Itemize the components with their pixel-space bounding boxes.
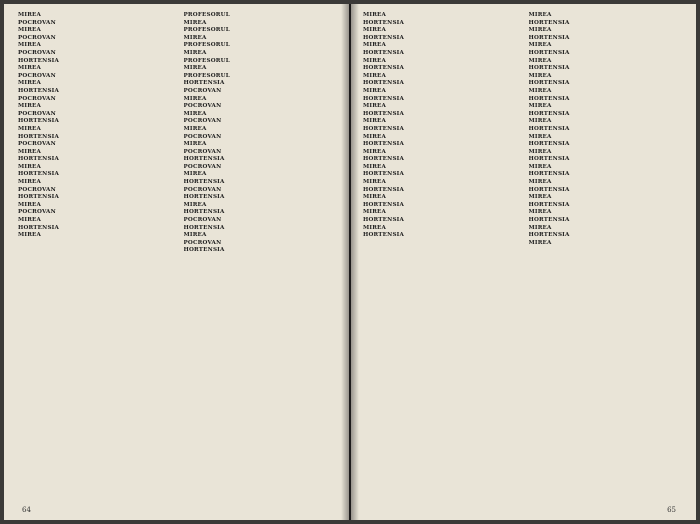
dialogue-line <box>363 194 519 202</box>
speaker-name: MIREA <box>18 217 42 224</box>
speaker-name: POCROVAN <box>183 87 222 94</box>
speaker-name: MIREA <box>363 72 387 79</box>
dialogue-line <box>18 202 174 210</box>
dialogue-line <box>184 149 340 157</box>
dialogue-line <box>184 156 340 164</box>
dialogue-line <box>529 80 685 88</box>
dialogue-line <box>184 225 340 233</box>
dialogue-line <box>363 141 519 149</box>
speaker-name: MIREA <box>528 239 552 246</box>
dialogue-line <box>18 73 174 81</box>
dialogue-line <box>18 96 174 104</box>
speaker-name: MIREA <box>363 179 387 186</box>
dialogue-line <box>363 50 519 58</box>
speaker-name: MIREA <box>363 42 387 49</box>
speaker-name: HORTENSIA <box>18 224 60 231</box>
speaker-name: HORTENSIA <box>18 133 60 140</box>
dialogue-line <box>184 179 340 187</box>
dialogue-line <box>529 217 685 225</box>
speaker-name: HORTENSIA <box>363 19 405 26</box>
dialogue-line <box>529 171 685 179</box>
dialogue-line <box>184 118 340 126</box>
speaker-name: MIREA <box>363 224 387 231</box>
speaker-name: HORTENSIA <box>528 125 570 132</box>
speaker-name: MIREA <box>528 103 552 110</box>
speaker-name: HORTENSIA <box>528 156 570 163</box>
speaker-name: MIREA <box>183 201 207 208</box>
speaker-name: HORTENSIA <box>183 179 225 186</box>
dialogue-line <box>363 156 519 164</box>
dialogue-line <box>18 232 174 240</box>
dialogue-line <box>363 118 519 126</box>
speaker-name: PROFESORUL <box>183 27 230 34</box>
speaker-name: MIREA <box>528 57 552 64</box>
speaker-name: POCROVAN <box>18 209 56 216</box>
dialogue-line <box>184 134 340 142</box>
dialogue-line <box>18 103 174 111</box>
dialogue-line <box>529 96 685 104</box>
dialogue-line <box>529 27 685 35</box>
dialogue-line <box>363 80 519 88</box>
speaker-name: HORTENSIA <box>183 194 225 201</box>
open-book <box>4 4 696 520</box>
dialogue-line <box>363 232 519 240</box>
dialogue-line <box>529 42 685 50</box>
speaker-name: HORTENSIA <box>183 209 225 216</box>
dialogue-line <box>184 35 340 43</box>
speaker-name: MIREA <box>183 95 207 102</box>
speaker-name: POCROVAN <box>183 239 222 246</box>
speaker-name: MIREA <box>18 232 42 239</box>
speaker-name: HORTENSIA <box>528 217 570 224</box>
right-page-columns <box>363 12 684 500</box>
dialogue-line <box>363 134 519 142</box>
dialogue-line <box>363 187 519 195</box>
speaker-name: HORTENSIA <box>18 171 60 178</box>
dialogue-line <box>363 225 519 233</box>
left-page <box>4 4 349 520</box>
dialogue-line <box>363 96 519 104</box>
speaker-name: HORTENSIA <box>363 141 405 148</box>
speaker-name: MIREA <box>18 80 42 87</box>
dialogue-line <box>529 65 685 73</box>
speaker-name: MIREA <box>363 12 387 18</box>
speaker-name: HORTENSIA <box>183 224 225 231</box>
speaker-name: HORTENSIA <box>18 156 60 163</box>
speaker-name: PROFESORUL <box>183 57 230 64</box>
speaker-name: HORTENSIA <box>363 65 405 72</box>
speaker-name: MIREA <box>363 57 387 64</box>
left-page-columns <box>18 12 339 500</box>
speaker-name: MIREA <box>528 163 552 170</box>
speaker-name: MIREA <box>18 125 42 132</box>
speaker-name: POCROVAN <box>18 34 56 41</box>
speaker-name: HORTENSIA <box>528 171 570 178</box>
dialogue-line <box>529 179 685 187</box>
speaker-name: POCROVAN <box>183 217 222 224</box>
right-page-column-2 <box>529 12 685 500</box>
speaker-name: MIREA <box>183 125 207 132</box>
dialogue-line <box>529 134 685 142</box>
speaker-name: MIREA <box>18 201 42 208</box>
speaker-name: MIREA <box>183 19 207 26</box>
speaker-name: HORTENSIA <box>363 171 405 178</box>
speaker-name: MIREA <box>363 118 387 125</box>
speaker-name: HORTENSIA <box>528 186 570 193</box>
dialogue-line <box>184 42 340 50</box>
speaker-name: MIREA <box>363 163 387 170</box>
speaker-name: MIREA <box>18 103 42 110</box>
page-number-left: 64 <box>22 506 31 514</box>
dialogue-line <box>18 27 174 35</box>
speaker-name: POCROVAN <box>183 118 222 125</box>
dialogue-line <box>529 58 685 66</box>
speaker-name: MIREA <box>528 209 552 216</box>
speaker-name: HORTENSIA <box>363 34 405 41</box>
speaker-name: POCROVAN <box>183 103 222 110</box>
speaker-name: MIREA <box>528 148 552 155</box>
speaker-name: HORTENSIA <box>528 19 570 26</box>
dialogue-line <box>184 240 340 248</box>
dialogue-line <box>18 225 174 233</box>
left-page-column-2 <box>184 12 340 500</box>
dialogue-line <box>18 111 174 119</box>
dialogue-line <box>529 141 685 149</box>
dialogue-line <box>184 103 340 111</box>
dialogue-line <box>184 247 340 255</box>
dialogue-line <box>184 171 340 179</box>
speaker-name: MIREA <box>18 12 42 18</box>
dialogue-line <box>529 187 685 195</box>
speaker-name: MIREA <box>363 27 387 34</box>
dialogue-line <box>184 88 340 96</box>
dialogue-line <box>529 225 685 233</box>
dialogue-line <box>363 202 519 210</box>
speaker-name: HORTENSIA <box>528 201 570 208</box>
dialogue-line <box>18 209 174 217</box>
dialogue-line <box>18 20 174 28</box>
speaker-name: MIREA <box>528 194 552 201</box>
dialogue-line <box>18 50 174 58</box>
dialogue-line <box>18 58 174 66</box>
speaker-name: MIREA <box>528 224 552 231</box>
speaker-name: MIREA <box>528 27 552 34</box>
speaker-name: MIREA <box>18 163 42 170</box>
speaker-name: PROFESORUL <box>183 42 230 49</box>
dialogue-line <box>18 179 174 187</box>
page-number-right: 65 <box>667 506 676 514</box>
speaker-name: MIREA <box>183 141 207 148</box>
dialogue-line <box>184 126 340 134</box>
speaker-name: HORTENSIA <box>528 80 570 87</box>
speaker-name: POCROVAN <box>18 19 56 26</box>
speaker-name: MIREA <box>18 148 42 155</box>
speaker-name: MIREA <box>183 65 207 72</box>
dialogue-line <box>184 202 340 210</box>
dialogue-line <box>529 73 685 81</box>
speaker-name: HORTENSIA <box>363 80 405 87</box>
dialogue-line <box>529 202 685 210</box>
dialogue-line <box>18 156 174 164</box>
speaker-name: HORTENSIA <box>363 95 405 102</box>
dialogue-line <box>529 194 685 202</box>
dialogue-line <box>18 35 174 43</box>
speaker-name: POCROVAN <box>183 163 222 170</box>
dialogue-line <box>363 126 519 134</box>
dialogue-line <box>363 103 519 111</box>
speaker-name: MIREA <box>363 148 387 155</box>
dialogue-line <box>529 126 685 134</box>
dialogue-line <box>18 187 174 195</box>
dialogue-line <box>18 134 174 142</box>
dialogue-line <box>363 171 519 179</box>
dialogue-line <box>18 171 174 179</box>
dialogue-line <box>184 50 340 58</box>
speaker-name: POCROVAN <box>18 72 56 79</box>
right-page <box>351 4 696 520</box>
speaker-name: HORTENSIA <box>528 65 570 72</box>
dialogue-line <box>18 80 174 88</box>
speaker-name: HORTENSIA <box>528 95 570 102</box>
dialogue-line <box>529 149 685 157</box>
speaker-name: HORTENSIA <box>363 186 405 193</box>
dialogue-line <box>184 141 340 149</box>
dialogue-line <box>184 111 340 119</box>
dialogue-line <box>529 35 685 43</box>
dialogue-line <box>18 118 174 126</box>
dialogue-line <box>529 209 685 217</box>
speaker-name: POCROVAN <box>183 133 222 140</box>
speaker-name: HORTENSIA <box>528 141 570 148</box>
speaker-name: MIREA <box>18 42 42 49</box>
dialogue-line <box>18 141 174 149</box>
dialogue-line <box>184 20 340 28</box>
speaker-name: HORTENSIA <box>363 156 405 163</box>
dialogue-line <box>18 126 174 134</box>
dialogue-line <box>363 12 519 20</box>
dialogue-line <box>529 232 685 240</box>
dialogue-line <box>363 20 519 28</box>
speaker-name: MIREA <box>528 118 552 125</box>
speaker-name: MIREA <box>528 133 552 140</box>
dialogue-line <box>184 65 340 73</box>
speaker-name: POCROVAN <box>183 186 222 193</box>
speaker-name: POCROVAN <box>18 186 56 193</box>
dialogue-line <box>363 217 519 225</box>
speaker-name: MIREA <box>528 87 552 94</box>
speaker-name: MIREA <box>183 110 207 117</box>
speaker-name: MIREA <box>18 27 42 34</box>
speaker-name: MIREA <box>183 171 207 178</box>
speaker-name: HORTENSIA <box>363 232 405 239</box>
dialogue-line <box>363 179 519 187</box>
speaker-name: MIREA <box>528 12 552 18</box>
speaker-name: POCROVAN <box>183 148 222 155</box>
dialogue-line <box>363 58 519 66</box>
dialogue-line <box>184 80 340 88</box>
dialogue-line <box>529 50 685 58</box>
dialogue-line <box>529 118 685 126</box>
speaker-name: HORTENSIA <box>183 156 225 163</box>
speaker-name: MIREA <box>528 42 552 49</box>
speaker-name: PROFESORUL <box>183 72 230 79</box>
speaker-name: HORTENSIA <box>363 201 405 208</box>
book-gutter-shadow <box>341 4 359 520</box>
dialogue-line <box>18 12 174 20</box>
dialogue-line <box>529 111 685 119</box>
dialogue-line <box>184 58 340 66</box>
dialogue-line <box>184 96 340 104</box>
dialogue-line <box>184 209 340 217</box>
speaker-name: HORTENSIA <box>18 87 60 94</box>
speaker-name: HORTENSIA <box>363 125 405 132</box>
dialogue-line <box>363 73 519 81</box>
speaker-name: HORTENSIA <box>363 217 405 224</box>
dialogue-line <box>529 12 685 20</box>
speaker-name: MIREA <box>18 179 42 186</box>
speaker-name: HORTENSIA <box>363 49 405 56</box>
dialogue-line <box>18 164 174 172</box>
speaker-name: MIREA <box>528 72 552 79</box>
dialogue-line <box>363 42 519 50</box>
speaker-name: HORTENSIA <box>18 57 60 64</box>
dialogue-line <box>363 27 519 35</box>
dialogue-line <box>184 164 340 172</box>
speaker-name: HORTENSIA <box>528 232 570 239</box>
dialogue-line <box>363 111 519 119</box>
dialogue-line <box>18 194 174 202</box>
dialogue-line <box>18 65 174 73</box>
dialogue-line <box>363 65 519 73</box>
dialogue-line <box>529 88 685 96</box>
dialogue-line <box>18 217 174 225</box>
dialogue-line <box>184 187 340 195</box>
dialogue-line <box>363 209 519 217</box>
right-page-column-1 <box>363 12 519 500</box>
speaker-name: POCROVAN <box>18 141 56 148</box>
speaker-name: HORTENSIA <box>528 110 570 117</box>
dialogue-line <box>529 156 685 164</box>
dialogue-line <box>529 240 685 248</box>
dialogue-line <box>184 232 340 240</box>
speaker-name: POCROVAN <box>18 49 56 56</box>
speaker-name: POCROVAN <box>18 95 56 102</box>
speaker-name: MIREA <box>183 34 207 41</box>
speaker-name: POCROVAN <box>18 110 56 117</box>
dialogue-line <box>529 103 685 111</box>
dialogue-line <box>184 217 340 225</box>
left-page-column-1 <box>18 12 174 500</box>
dialogue-line <box>18 88 174 96</box>
speaker-name: MIREA <box>363 133 387 140</box>
speaker-name: MIREA <box>363 194 387 201</box>
dialogue-line <box>363 35 519 43</box>
speaker-name: PROFESORUL <box>183 12 230 18</box>
speaker-name: MIREA <box>363 103 387 110</box>
speaker-name: MIREA <box>183 49 207 56</box>
speaker-name: MIREA <box>183 232 207 239</box>
speaker-name: MIREA <box>18 65 42 72</box>
speaker-name: HORTENSIA <box>183 80 225 87</box>
speaker-name: HORTENSIA <box>18 118 60 125</box>
dialogue-line <box>184 73 340 81</box>
dialogue-line <box>184 27 340 35</box>
dialogue-line <box>529 20 685 28</box>
speaker-name: MIREA <box>528 179 552 186</box>
dialogue-line <box>363 149 519 157</box>
speaker-name: HORTENSIA <box>18 194 60 201</box>
dialogue-line <box>363 164 519 172</box>
dialogue-line <box>18 42 174 50</box>
dialogue-line <box>184 12 340 20</box>
speaker-name: MIREA <box>363 87 387 94</box>
dialogue-line <box>529 164 685 172</box>
dialogue-line <box>184 194 340 202</box>
speaker-name: HORTENSIA <box>528 49 570 56</box>
speaker-name: HORTENSIA <box>528 34 570 41</box>
dialogue-line <box>363 88 519 96</box>
speaker-name: HORTENSIA <box>183 247 225 254</box>
dialogue-line <box>18 149 174 157</box>
speaker-name: HORTENSIA <box>363 110 405 117</box>
speaker-name: MIREA <box>363 209 387 216</box>
